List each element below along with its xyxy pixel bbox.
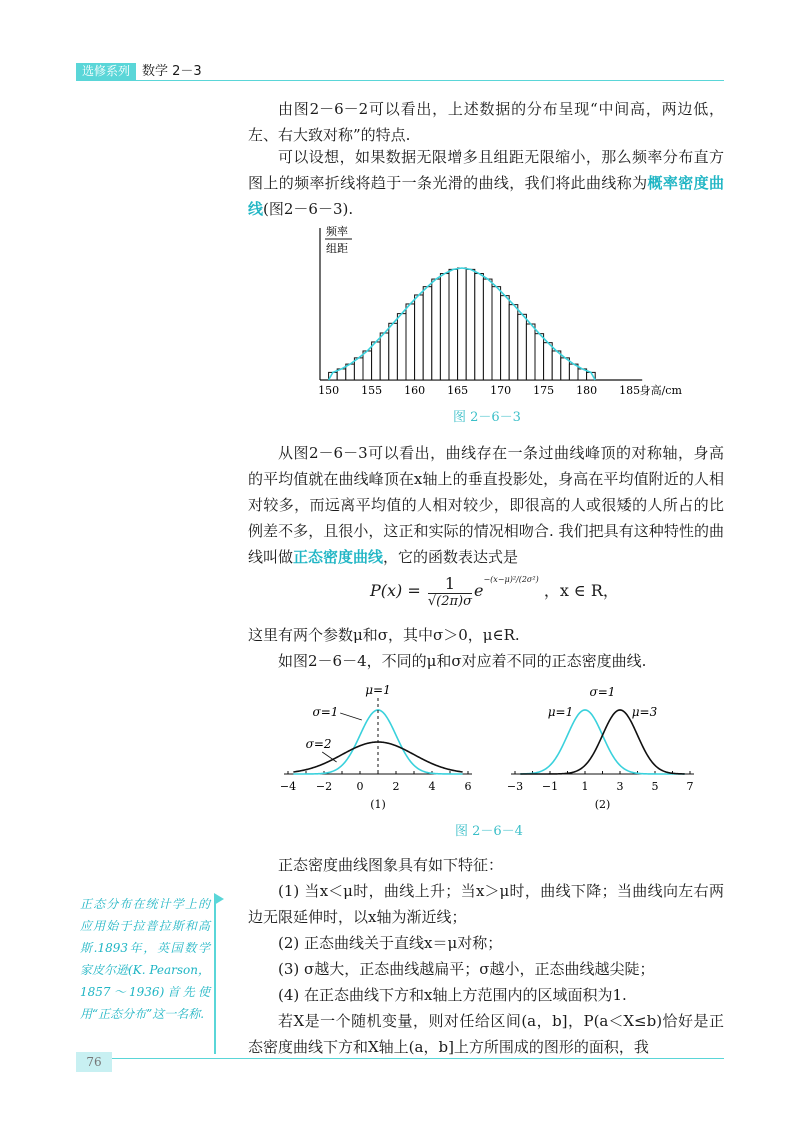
feature-1: (1) 当x＜μ时，曲线上升；当x＞μ时，曲线下降；当曲线向左右两边无限延伸时，以x轴为渐近线； bbox=[248, 882, 724, 926]
paragraph-3-text: 从图2－6－3可以看出，曲线存在一条过曲线峰顶的对称轴，身高的平均值就在曲线峰顶在x轴上的垂直投影处，身高在平均值附近的人相对较多，而远离平均值的人相对较少，即很高的人或很矮的人所占的比例差不多，且很小，这正和实际的情况相吻合. 我们把具有这种特性的曲线叫做 bbox=[248, 444, 724, 566]
series-label-mu-1: μ=1 bbox=[547, 705, 574, 719]
histogram-bar bbox=[372, 342, 381, 380]
formula-exponent: −(x−μ)²/(2σ²) bbox=[483, 574, 539, 584]
x-tick-label: 6 bbox=[464, 780, 472, 793]
x-tick-label: 7 bbox=[686, 780, 694, 793]
paragraph-7: 若X是一个随机变量，则对任给区间(a，b]，P(a＜X≤b)恰好是正态密度曲线下方和X轴上(a，b]上方所围成的图形的面积，我 bbox=[248, 1012, 724, 1056]
formula-tail: ，x ∈ R， bbox=[543, 581, 619, 600]
histogram-figure bbox=[300, 220, 690, 410]
x-tick-label: −1 bbox=[541, 780, 559, 793]
running-header bbox=[0, 63, 800, 80]
histogram-bar bbox=[518, 314, 527, 380]
term-normal-density-curve: 正态密度曲线 bbox=[293, 548, 384, 566]
formula-fraction bbox=[428, 574, 472, 609]
formula-base: e bbox=[473, 581, 484, 600]
paragraph-3 bbox=[248, 440, 724, 570]
x-axis-label: 身高/cm bbox=[639, 384, 682, 397]
x-tick-label: 2 bbox=[392, 780, 400, 793]
sigma-annotation: σ=1 bbox=[589, 685, 616, 699]
x-tick-label: 165 bbox=[447, 384, 469, 397]
x-tick-label: 0 bbox=[356, 780, 364, 793]
x-tick-label: −2 bbox=[315, 780, 333, 793]
histogram-bar bbox=[501, 296, 510, 380]
histogram-bar bbox=[509, 305, 518, 380]
density-formula bbox=[370, 574, 619, 609]
mu-annotation: μ=1 bbox=[365, 683, 391, 697]
histogram-bar bbox=[552, 351, 561, 380]
histogram-bar bbox=[423, 287, 432, 380]
histogram-bar bbox=[475, 274, 484, 380]
y-label-numerator: 频率 bbox=[326, 225, 348, 238]
sidebar-note: 正态分布在统计学上的应用始于拉普拉斯和高斯.1893年，英国数学家皮尔逊(K. Pearson，1857～1936)首先使用“正态分布”这一名称. bbox=[80, 897, 210, 1021]
histogram-bar bbox=[397, 314, 406, 380]
feature-3: (3) σ越大，正态曲线越扁平；σ越小，正态曲线越尖陡； bbox=[278, 960, 655, 978]
histogram-bar bbox=[466, 269, 475, 380]
histogram-bar bbox=[354, 358, 363, 380]
formula-denominator: √(2π)σ bbox=[427, 594, 472, 609]
histogram-bar bbox=[380, 333, 389, 380]
caption-fig-2-6-4: 图 2－6－4 bbox=[455, 824, 523, 839]
histogram-bar bbox=[526, 324, 535, 380]
x-tick-label: 1 bbox=[581, 780, 589, 793]
x-tick-label: −4 bbox=[279, 780, 297, 793]
paragraph-3-tail: ，它的函数表达式是 bbox=[383, 548, 519, 566]
header-rule bbox=[76, 80, 724, 81]
series-label-sigma-2: σ=2 bbox=[305, 737, 332, 751]
x-tick-label: 4 bbox=[428, 780, 436, 793]
paragraph-2-ref: (图2－6－3). bbox=[263, 200, 354, 218]
page-number: 76 bbox=[76, 1052, 112, 1072]
panel-label: (1) bbox=[370, 798, 386, 811]
formula-lhs: P(x) = bbox=[370, 581, 421, 600]
x-tick-label: 175 bbox=[533, 384, 555, 397]
histogram-bar bbox=[389, 323, 398, 380]
histogram-bar bbox=[483, 279, 492, 380]
footer-rule bbox=[76, 1058, 724, 1059]
paragraph-5: 如图2－6－4，不同的μ和σ对应着不同的正态密度曲线. bbox=[278, 652, 647, 670]
histogram-bar bbox=[449, 269, 458, 380]
histogram-bar bbox=[406, 304, 415, 380]
caption-fig-2-6-3: 图 2－6－3 bbox=[453, 410, 521, 425]
paragraph-2-text: 可以设想，如果数据无限增多且组距无限缩小，那么频率分布直方图上的频率折线将趋于一条光滑的曲线，我们将此曲线称为 bbox=[248, 148, 724, 192]
histogram-bar bbox=[535, 334, 544, 380]
paragraph-4: 这里有两个参数μ和σ，其中σ＞0，μ∈R. bbox=[248, 626, 520, 644]
paragraph-1: 由图2－6－2可以看出，上述数据的分布呈现“中间高，两边低，左、右大致对称”的特点. bbox=[248, 100, 724, 144]
histogram-bar bbox=[432, 279, 441, 380]
x-tick-label: 185 bbox=[619, 384, 641, 397]
histogram-bar bbox=[415, 295, 424, 380]
curve-μ-1 bbox=[520, 710, 685, 774]
feature-2: (2) 正态曲线关于直线x＝μ对称； bbox=[278, 934, 503, 952]
paragraph-6: 正态密度曲线图象具有如下特征： bbox=[278, 856, 504, 874]
histogram-bar bbox=[363, 351, 372, 380]
histogram-bar bbox=[561, 358, 570, 380]
normal-curves-figure bbox=[270, 680, 710, 820]
x-tick-label: 160 bbox=[404, 384, 426, 397]
x-tick-label: 155 bbox=[361, 384, 383, 397]
x-tick-label: 150 bbox=[318, 384, 340, 397]
series-tag: 选修系列 bbox=[76, 63, 136, 80]
x-tick-label: 180 bbox=[576, 384, 598, 397]
book-title: 数学 2－3 bbox=[142, 64, 202, 79]
histogram-bar bbox=[492, 287, 501, 380]
x-tick-label: 170 bbox=[490, 384, 512, 397]
x-tick-label: 5 bbox=[651, 780, 659, 793]
series-label-mu-3: μ=3 bbox=[631, 705, 658, 719]
feature-4: (4) 在正态曲线下方和x轴上方范围内的区域面积为1. bbox=[278, 986, 627, 1004]
formula-numerator: 1 bbox=[428, 574, 472, 594]
panel-label: (2) bbox=[594, 798, 611, 811]
sidebar-rule bbox=[214, 896, 216, 1054]
histogram-bar bbox=[440, 274, 449, 380]
series-label-sigma-1: σ=1 bbox=[312, 705, 339, 719]
curve-μ-3 bbox=[520, 710, 685, 774]
leader-sigma-1 bbox=[340, 713, 362, 720]
x-tick-label: −3 bbox=[506, 780, 524, 793]
term-probability-density-curve: 概率密度曲线 bbox=[248, 174, 724, 218]
histogram-bar bbox=[544, 343, 553, 380]
y-label-denominator: 组距 bbox=[326, 242, 348, 255]
paragraph-2 bbox=[248, 144, 724, 222]
histogram-bar bbox=[458, 268, 467, 380]
x-tick-label: 3 bbox=[616, 780, 624, 793]
